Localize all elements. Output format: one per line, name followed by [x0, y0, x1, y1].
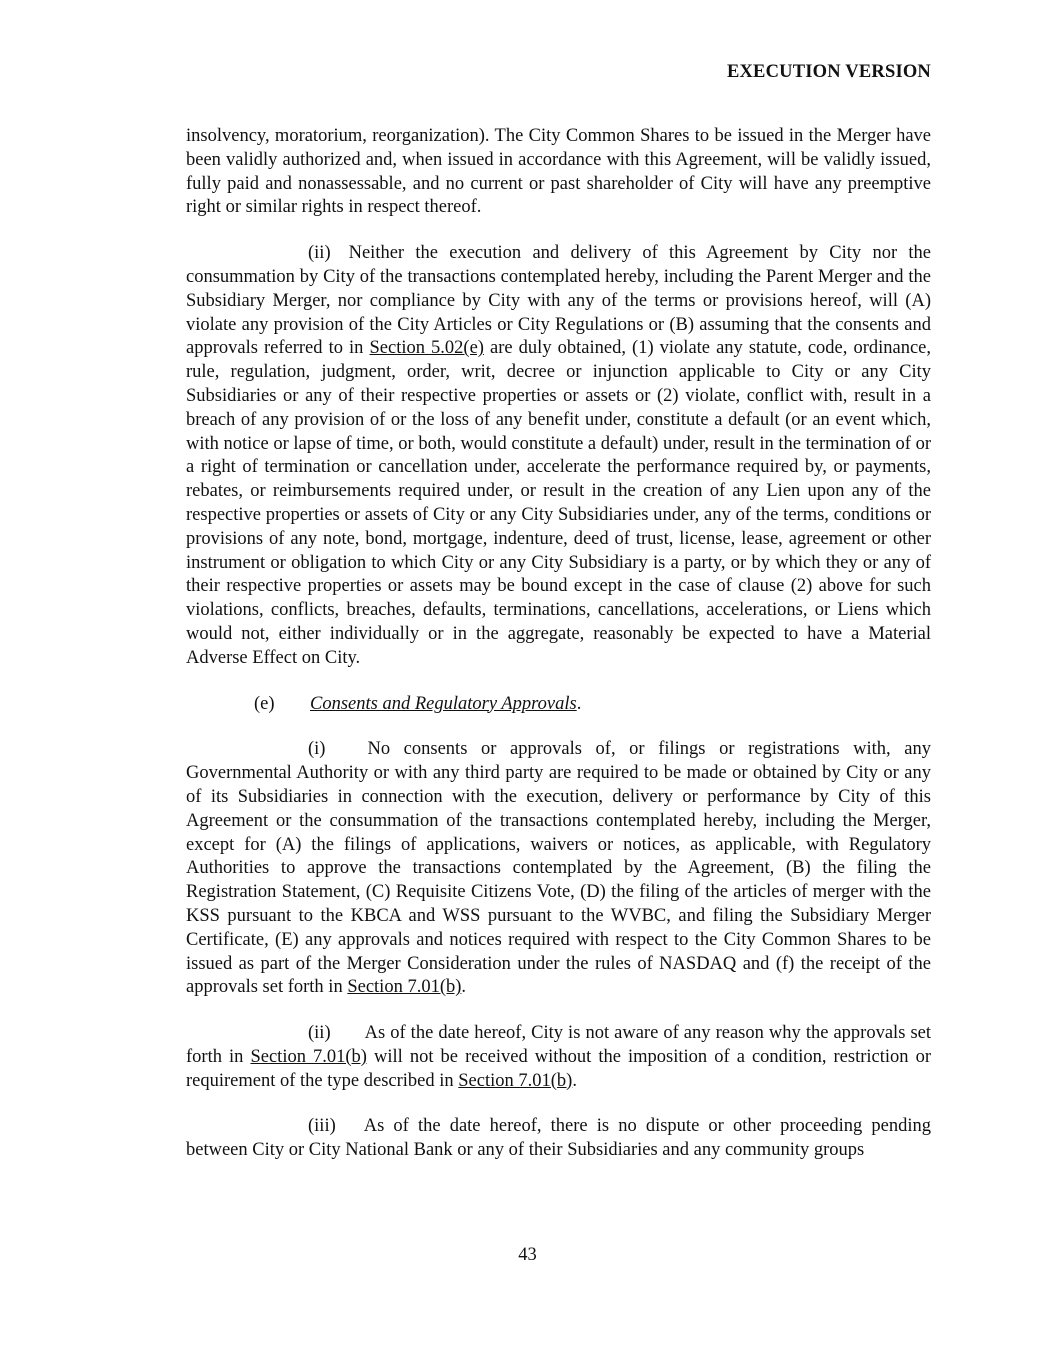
section-reference-link[interactable]: Section 7.01(b) — [347, 977, 462, 998]
paragraph-text: insolvency, moratorium, reorganization). The City Common Shares to be issued in the Merger have been validly authorized and, when issued in accordance with this Agreement, will be validly issued, fully paid and nonassessable, and no current or past shareholder of City will have any preemptive right or similar rights in respect thereof. — [186, 126, 931, 218]
paragraph-text: No consents or approvals of, or filings or registrations with, any Governmental Authority or with any third party are required to be made or obtained by City or any of its Subsidiaries in connection with the execution, delivery or performance by City of this Agreement or the consummation of the transactions contemplated hereby, including the Merger, except for (A) the filings of applications, waivers or notices, as applicable, with Regulatory Authorities to approve the transactions contemplated by the Agreement, (B) the filing the Registration Statement, (C) Requisite Citizens Vote, (D) the filing of the articles of merger with the KSS pursuant to the KBCA and WSS pursuant to the WVBC, and filing the Subsidiary Merger Certificate, (E) any approvals and notices required with respect to the City Common Shares to be issued as part of the Merger Consideration under the rules of NASDAQ and (f) the receipt of the approvals set forth in — [186, 739, 931, 998]
paragraph-text: . — [572, 1070, 577, 1091]
document-body — [186, 125, 931, 1185]
section-reference-link[interactable]: Section 7.01(b) — [250, 1046, 367, 1067]
paragraph-text: As of the date hereof, there is no dispute or other proceeding pending between City or City National Bank or any of their Subsidiaries and any community groups — [186, 1116, 931, 1161]
clause-label: (ii) — [308, 1023, 331, 1044]
paragraph-text: will not be received without the imposition of a condition, restriction or requirement of the type described in — [186, 1046, 931, 1091]
clause-label: (ii) — [308, 243, 331, 264]
section-reference-link[interactable]: Section 5.02(e) — [369, 338, 484, 359]
section-e-heading — [186, 693, 931, 717]
execution-version-header: EXECUTION VERSION — [726, 62, 931, 82]
paragraph-continuation — [186, 125, 931, 220]
paragraph-e-ii — [186, 1022, 931, 1093]
paragraph-ii — [186, 242, 931, 670]
clause-label: (i) — [308, 739, 326, 760]
paragraph-text: are duly obtained, (1) violate any statute, code, ordinance, rule, regulation, judgment, order, writ, decree or injunction applicable to City or any City Subsidiaries or any of their respective properties or assets or (2) violate, conflict with, result in a breach of any provision of or the loss of any benefit under, constitute a default (or an event which, with notice or lapse of time, or both, would constitute a default) under, result in the termination of or a right of termination or cancellation under, accelerate the performance required by, or payments, rebates, or reimbursements required under, or result in the creation of any Lien upon any of the respective properties or assets of City or any City Subsidiaries under, any of the terms, conditions or provisions of any note, bond, mortgage, indenture, deed of trust, license, lease, agreement or other instrument or obligation to which City or any City Subsidiary is a party, or by which they or any of their respective properties or assets may be bound except in the case of clause (2) above for such violations, conflicts, breaches, defaults, terminations, cancellations, accelerations, or Liens which would not, either individually or in the aggregate, reasonably be expected to have a Material Adverse Effect on City. — [186, 338, 931, 668]
paragraph-e-i — [186, 738, 931, 1000]
clause-label: (iii) — [308, 1116, 336, 1137]
page-number: 43 — [518, 1245, 537, 1265]
paragraph-text: . — [461, 977, 467, 998]
paragraph-text: As of the date hereof, City is not aware of any reason why the approvals set forth in — [186, 1023, 931, 1067]
paragraph-text: Neither the execution and delivery of this Agreement by City nor the consummation by City of the transactions contemplated hereby, including the Parent Merger and the Subsidiary Merger, nor compliance by City with any of the terms or provisions hereof, will (A) violate any provision of the City Articles or City Regulations or (B) assuming that the consents and approvals referred to in — [186, 243, 931, 359]
section-reference-link[interactable]: Section 7.01(b) — [458, 1070, 573, 1091]
section-title: Consents and Regulatory Approvals — [310, 693, 577, 714]
paragraph-e-iii — [186, 1115, 931, 1163]
section-letter: (e) — [254, 693, 275, 714]
section-title-period: . — [576, 693, 582, 714]
